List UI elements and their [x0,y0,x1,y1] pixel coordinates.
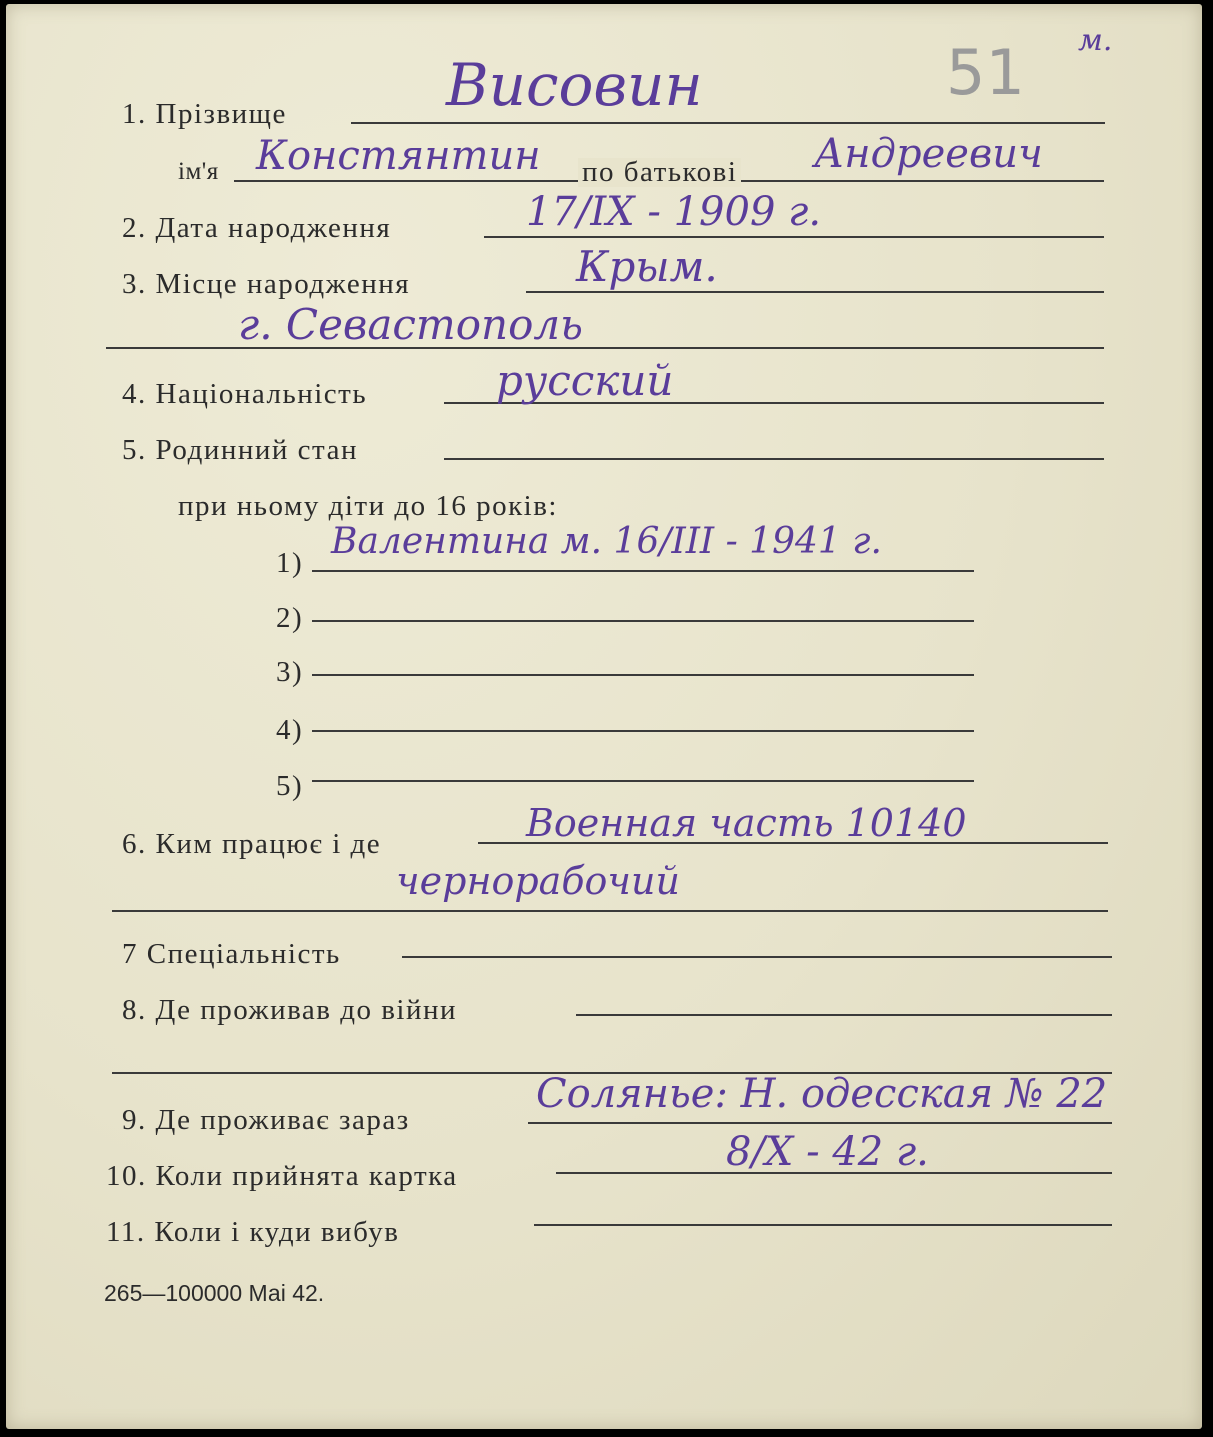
surname-line [351,122,1105,124]
birthdate-value: 17/IX - 1909 г. [526,189,822,235]
child-1-num: 1) [276,547,304,579]
birthplace-line [526,291,1104,293]
name-label: ім'я [178,158,219,185]
birthplace-label: 3. Місце народження [122,268,411,300]
nationality-label: 4. Національність [122,378,368,410]
surname-value: Висовин [446,51,703,119]
child-5-num: 5) [276,770,304,802]
occupation-value-2: чернорабочий [396,859,680,903]
birthplace-value-2: г. Севастополь [238,300,583,349]
child-1-value: Валентина м. 16/III - 1941 г. [331,521,882,562]
current-residence-line [528,1122,1112,1124]
card-accepted-value: 8/X - 42 г. [726,1129,929,1175]
occupation-label: 6. Ким працює і де [122,828,382,860]
child-3-line [312,674,974,676]
nationality-value: русский [496,356,674,405]
prewar-residence-label: 8. Де проживав до війни [122,994,458,1026]
child-2-num: 2) [276,602,304,634]
specialty-label: 7 Спеціальність [122,938,341,970]
children-label: при ньому діти до 16 років: [178,490,558,522]
child-2-line [312,620,974,622]
birthplace-value: Крым. [576,242,718,291]
birthdate-label: 2. Дата народження [122,212,392,244]
child-4-line [312,730,974,732]
child-3-num: 3) [276,656,304,688]
child-4-num: 4) [276,714,304,746]
specialty-line [402,956,1112,958]
occupation-value: Военная часть 10140 [526,801,967,845]
departure-label: 11. Коли і куди вибув [106,1216,400,1248]
patronymic-label: по батькові [578,158,741,187]
patronymic-value: Андреевич [814,131,1043,177]
child-5-line [312,780,974,782]
name-value: Констянтин [256,133,541,179]
departure-line [534,1224,1112,1226]
family-status-label: 5. Родинний стан [122,434,358,466]
corner-mark: м. [1078,23,1113,58]
card-accepted-label: 10. Коли прийнята картка [106,1160,458,1192]
pencil-number: 51 [946,36,1025,109]
occupation-line-2 [112,910,1108,912]
surname-label: 1. Прізвище [122,98,287,130]
registration-card [6,4,1202,1429]
current-residence-label: 9. Де проживає зараз [122,1104,410,1136]
current-residence-value: Солянье: Н. одесская № 22 [536,1071,1108,1117]
child-1-line [312,570,974,572]
family-status-line [444,458,1104,460]
print-code: 265—100000 Маі 42. [104,1280,325,1306]
prewar-residence-line [576,1014,1112,1016]
birthdate-line [484,236,1104,238]
